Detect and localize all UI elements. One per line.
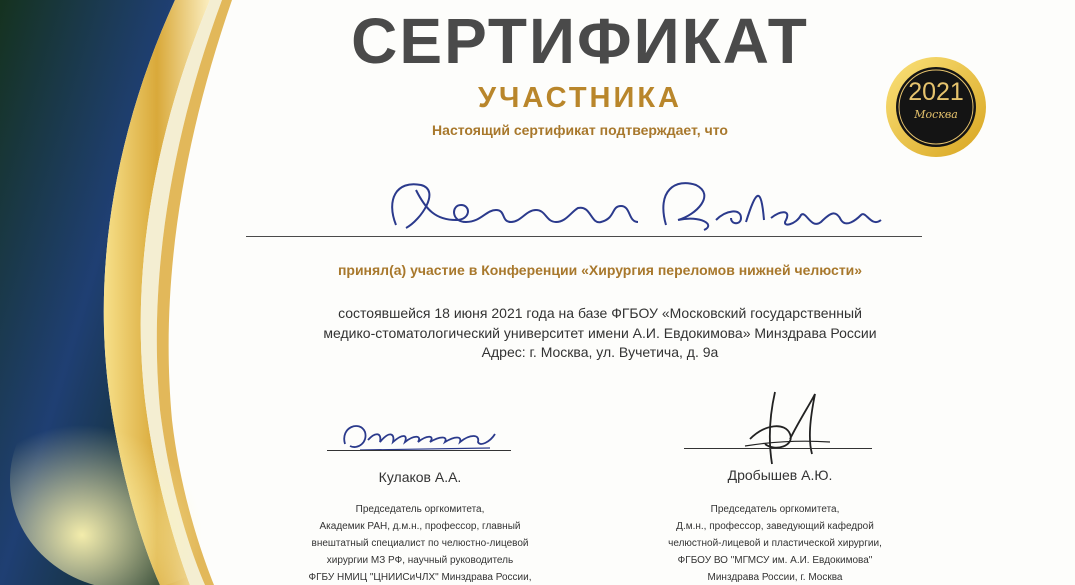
signature-left bbox=[330, 412, 510, 462]
badge-year: 2021 bbox=[908, 78, 964, 106]
venue-line-2: медико-стоматологический университет имени А.И. Евдокимова» Минздрава России bbox=[323, 325, 877, 341]
role-line: Председатель оргкомитета, bbox=[710, 504, 840, 515]
decorative-gold-band bbox=[0, 0, 330, 585]
signature-right bbox=[690, 384, 870, 474]
badge-city: Москва bbox=[914, 108, 958, 121]
role-line: Минздрава России, г. Москва bbox=[707, 572, 843, 583]
role-line: ФГБУ НМИЦ "ЦНИИСиЧЛХ" Минздрава России, bbox=[308, 572, 532, 583]
name-underline bbox=[246, 236, 922, 237]
signature-line-left bbox=[327, 450, 511, 451]
signatory-role-left bbox=[250, 501, 590, 585]
venue-line-1: состоявшейся 18 июня 2021 года на базе ФГБОУ «Московский государственный bbox=[338, 305, 862, 321]
signatory-role-right bbox=[600, 501, 950, 585]
venue-address: Адрес: г. Москва, ул. Вучетича, д. 9а bbox=[481, 344, 719, 360]
role-line: Академик РАН, д.м.н., профессор, главный bbox=[319, 521, 521, 532]
role-line: ФГБОУ ВО "МГМСУ им. А.И. Евдокимова" bbox=[677, 555, 873, 566]
role-line: внештатный специалист по челюстно-лицевой bbox=[311, 538, 529, 549]
signature-line-right bbox=[684, 448, 872, 449]
role-line: челюстной-лицевой и пластической хирургии, bbox=[668, 538, 882, 549]
participation-text: принял(а) участие в Конференции «Хирургия переломов нижней челюсти» bbox=[337, 262, 863, 278]
role-line: хирургии МЗ РФ, научный руководитель bbox=[326, 555, 514, 566]
signatory-name-left: Кулаков А.А. bbox=[378, 469, 462, 485]
role-line: Председатель оргкомитета, bbox=[355, 504, 485, 515]
year-seal-badge bbox=[884, 55, 988, 159]
role-line: Д.м.н., профессор, заведующий кафедрой bbox=[676, 521, 874, 532]
certificate-title: СЕРТИФИКАТ bbox=[351, 5, 809, 77]
signatory-name-right: Дробышев А.Ю. bbox=[727, 467, 833, 483]
confirmation-text: Настоящий сертификат подтверждает, что bbox=[432, 122, 728, 138]
certificate-subtitle: УЧАСТНИКА bbox=[477, 82, 682, 114]
handwritten-recipient-name bbox=[246, 170, 926, 240]
